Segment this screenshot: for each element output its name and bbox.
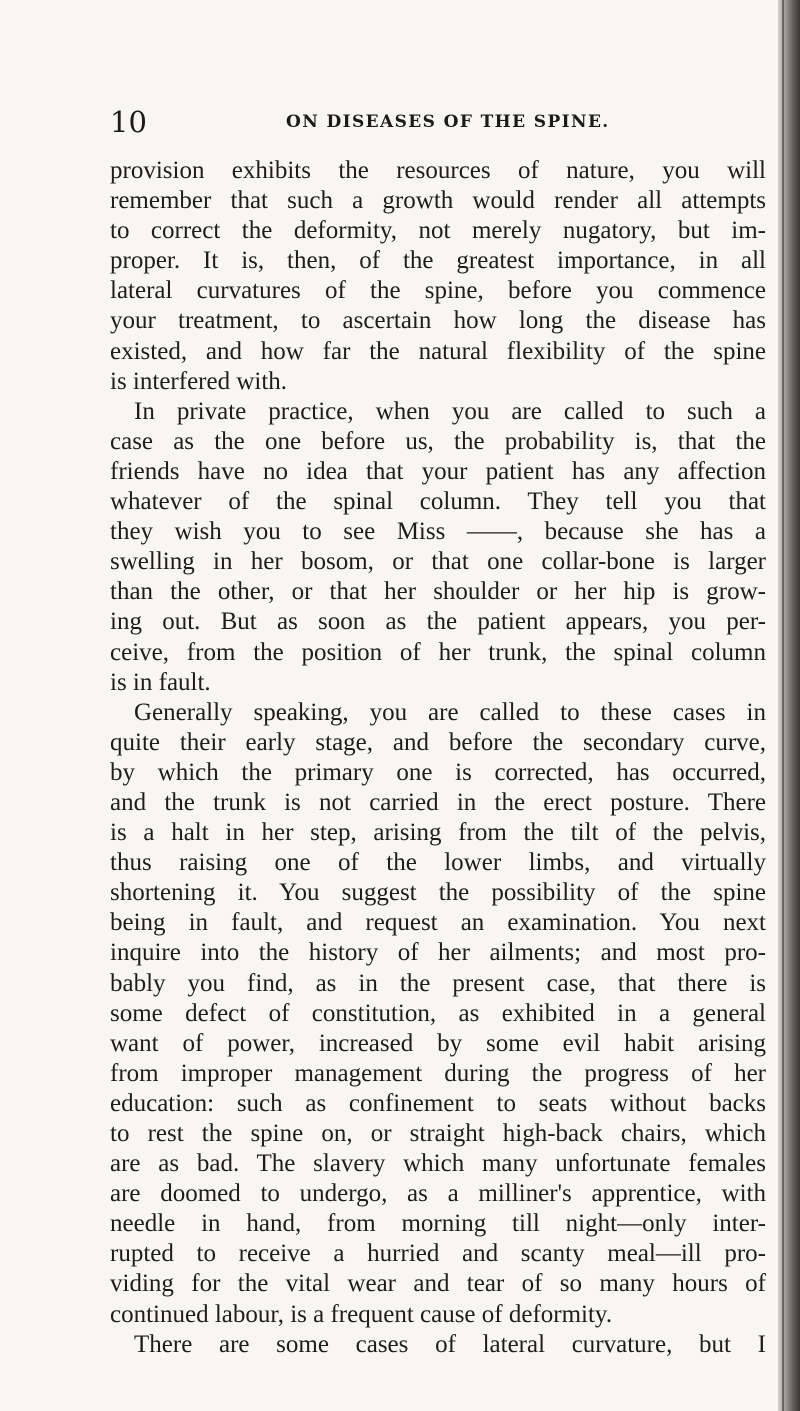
text-line: by which the primary one is corrected, has occurred, <box>110 758 766 786</box>
text-line: ing out. But as soon as the patient appears, you per- <box>110 608 766 636</box>
text-line: There are some cases of lateral curvature, but I <box>134 1330 766 1358</box>
page-number: 10 <box>110 105 147 139</box>
running-head <box>110 102 770 142</box>
text-line: want of power, increased by some evil habit arising <box>110 1029 766 1057</box>
text-line: is interfered with. <box>110 367 288 395</box>
text-line: provision exhibits the resources of nature, you will <box>110 157 766 184</box>
text-line: from improper management during the progress of her <box>110 1059 766 1087</box>
page-edge-line <box>782 0 784 1411</box>
text-line: continued labour, is a frequent cause of deformity. <box>110 1300 613 1328</box>
text-line: remember that such a growth would render all attempts <box>110 187 766 215</box>
text-line: whatever of the spinal column. They tell you that <box>110 488 766 516</box>
text-line: some defect of constitution, as exhibited in a general <box>110 999 766 1027</box>
text-line: shortening it. You suggest the possibility of the spine <box>110 879 766 907</box>
text-line: bably you find, as in the present case, that there is <box>110 969 766 997</box>
text-line: to rest the spine on, or straight high-back chairs, which <box>110 1120 766 1147</box>
text-line: existed, and how far the natural flexibility of the spine <box>110 337 766 365</box>
text-line: thus raising one of the lower limbs, and virtually <box>110 849 766 877</box>
text-line: proper. It is, then, of the greatest importance, in all <box>110 247 766 275</box>
text-line: ceive, from the position of her trunk, the spinal column <box>110 638 766 666</box>
text-line: viding for the vital wear and tear of so many hours of <box>110 1270 766 1298</box>
text-line: rupted to receive a hurried and scanty meal—ill pro- <box>110 1240 766 1268</box>
text-line: to correct the deformity, not merely nugatory, but im- <box>110 217 766 245</box>
text-line: being in fault, and request an examination. You next <box>110 909 766 937</box>
text-line: needle in hand, from morning till night—only inter- <box>110 1210 766 1238</box>
text-line: and the trunk is not carried in the erect posture. There <box>110 788 766 816</box>
text-line: than the other, or that her shoulder or her hip is grow- <box>110 578 766 606</box>
body-text <box>110 156 766 1360</box>
running-title: ON DISEASES OF THE SPINE. <box>286 112 610 132</box>
text-line: friends have no idea that your patient has any affection <box>110 457 766 485</box>
text-line: In private practice, when you are called to such a <box>134 397 766 425</box>
text-line: case as the one before us, the probability is, that the <box>110 427 766 455</box>
text-line: your treatment, to ascertain how long the disease has <box>110 307 766 335</box>
text-line: are as bad. The slavery which many unfortunate females <box>110 1150 766 1178</box>
text-line: are doomed to undergo, as a milliner's apprentice, with <box>110 1180 766 1208</box>
text-line: quite their early stage, and before the secondary curve, <box>110 728 766 756</box>
text-line: swelling in her bosom, or that one collar-bone is larger <box>110 548 766 576</box>
text-line: Generally speaking, you are called to these cases in <box>134 698 766 726</box>
text-line: they wish you to see Miss ——, because she has a <box>110 518 766 546</box>
text-line: education: such as confinement to seats without backs <box>110 1089 766 1117</box>
text-line: is in fault. <box>110 668 211 696</box>
text-line: inquire into the history of her ailments; and most pro- <box>110 939 766 967</box>
text-line: lateral curvatures of the spine, before you commence <box>110 277 766 305</box>
text-line: is a halt in her step, arising from the tilt of the pelvis, <box>110 819 766 847</box>
